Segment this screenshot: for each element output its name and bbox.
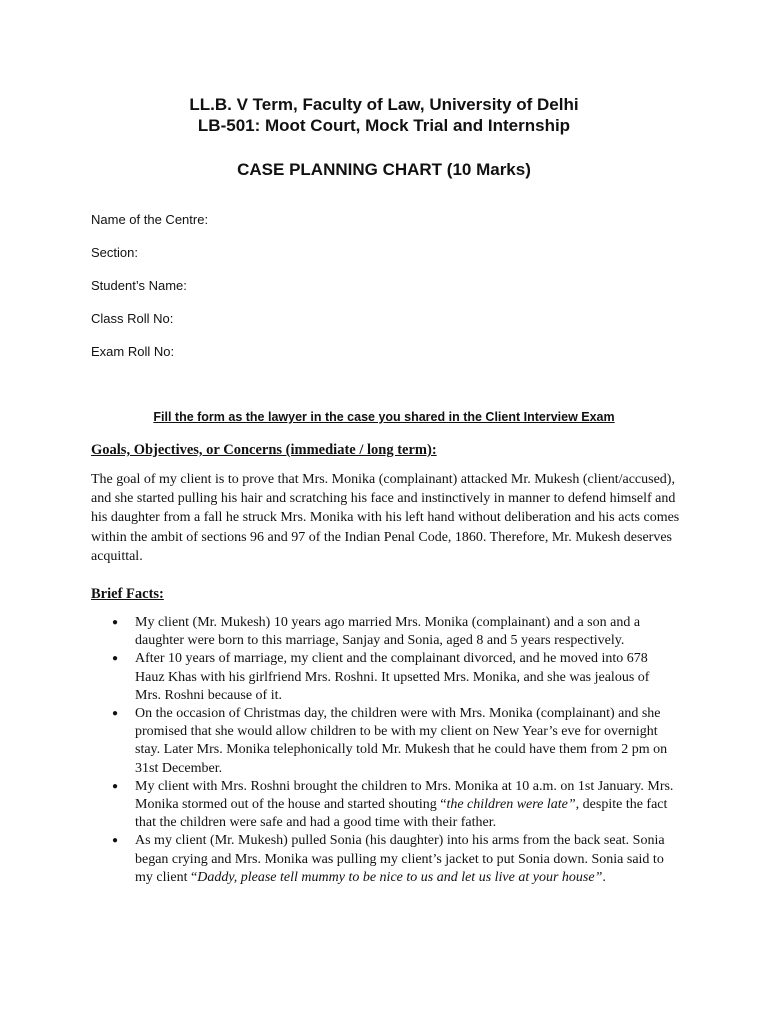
- fact-quote: the children were late”,: [446, 797, 580, 813]
- bullet-icon: ●: [112, 617, 119, 628]
- field-section: Section:: [91, 245, 138, 260]
- fact-text-end: .: [602, 869, 606, 885]
- fact-text: My client (Mr. Mukesh) 10 years ago married Mrs. Monika (complainant) and a son and a daughter were born to this marriage, Sanjay and Sonia, aged 8 and 5 years respectively.: [135, 615, 641, 649]
- course-subtitle: LB-501: Moot Court, Mock Trial and Internship: [197, 116, 571, 135]
- fact-text: On the occasion of Christmas day, the children were with Mrs. Monika (complainant) and she promised that she would allow children to be with my client on New Year’s eve for overnight stay. Later Mrs. Monika telephonically told Mr. Mukesh that he could have them from 2 pm on 31st December.: [135, 706, 668, 776]
- bullet-icon: ●: [112, 708, 119, 720]
- list-item: [91, 705, 677, 778]
- field-centre-name: Name of the Centre:: [91, 212, 209, 227]
- field-exam-roll-no: Exam Roll No:: [91, 344, 175, 359]
- fact-text: As my client (Mr. Mukesh) pulled Sonia (his daughter) into his arms from the back seat. Sonia began crying and Mrs. Monika was pulling my client’s jacket to put Sonia down. Sonia said to my client “: [135, 833, 665, 885]
- list-item: [91, 650, 677, 705]
- form-instruction: Fill the form as the lawyer in the case you shared in the Client Interview Exam: [153, 410, 615, 424]
- brief-facts-heading: Brief Facts:: [91, 586, 164, 602]
- field-class-roll-no: Class Roll No:: [91, 311, 174, 326]
- goals-heading: Goals, Objectives, or Concerns (immediate / long term):: [91, 442, 437, 458]
- list-item: [91, 778, 677, 833]
- field-student-name: Student’s Name:: [91, 278, 187, 293]
- fact-text: My client with Mrs. Roshni brought the children to Mrs. Monika at 10 a.m. on 1st January. Mrs. Monika stormed out of the house and started shouting “: [135, 778, 674, 813]
- fact-text: After 10 years of marriage, my client and the complainant divorced, and he moved into 678 Hauz Khas with his girlfriend Mrs. Roshni. It upsetted Mrs. Monika, and she was jealous of Mrs. Roshni because of it.: [135, 651, 650, 703]
- course-title: LL.B. V Term, Faculty of Law, University of Delhi: [189, 95, 579, 114]
- bullet-icon: ●: [112, 835, 119, 847]
- fact-text-end: despite the fact that the children were safe and had a good time with their father.: [135, 797, 668, 831]
- bullet-icon: ●: [112, 780, 119, 792]
- list-item: [91, 614, 677, 650]
- fact-quote: Daddy, please tell mummy to be nice to us and let us live at your house”: [197, 869, 603, 885]
- goals-paragraph: The goal of my client is to prove that Mrs. Monika (complainant) attacked Mr. Mukesh (client/accused), and she started pulling his hair and scratching his face and instinctively in manner to defend himself and his daughter from a fall he struck Mrs. Monika with his left hand without deliberation and his acts comes within the ambit of sections 96 and 97 of the Indian Penal Code, 1860. Therefore, Mr. Mukesh deserves acquittal.: [91, 472, 680, 564]
- list-item: [91, 832, 677, 887]
- chart-title: CASE PLANNING CHART (10 Marks): [237, 160, 531, 179]
- bullet-icon: ●: [112, 653, 119, 665]
- brief-facts-list: [91, 614, 677, 887]
